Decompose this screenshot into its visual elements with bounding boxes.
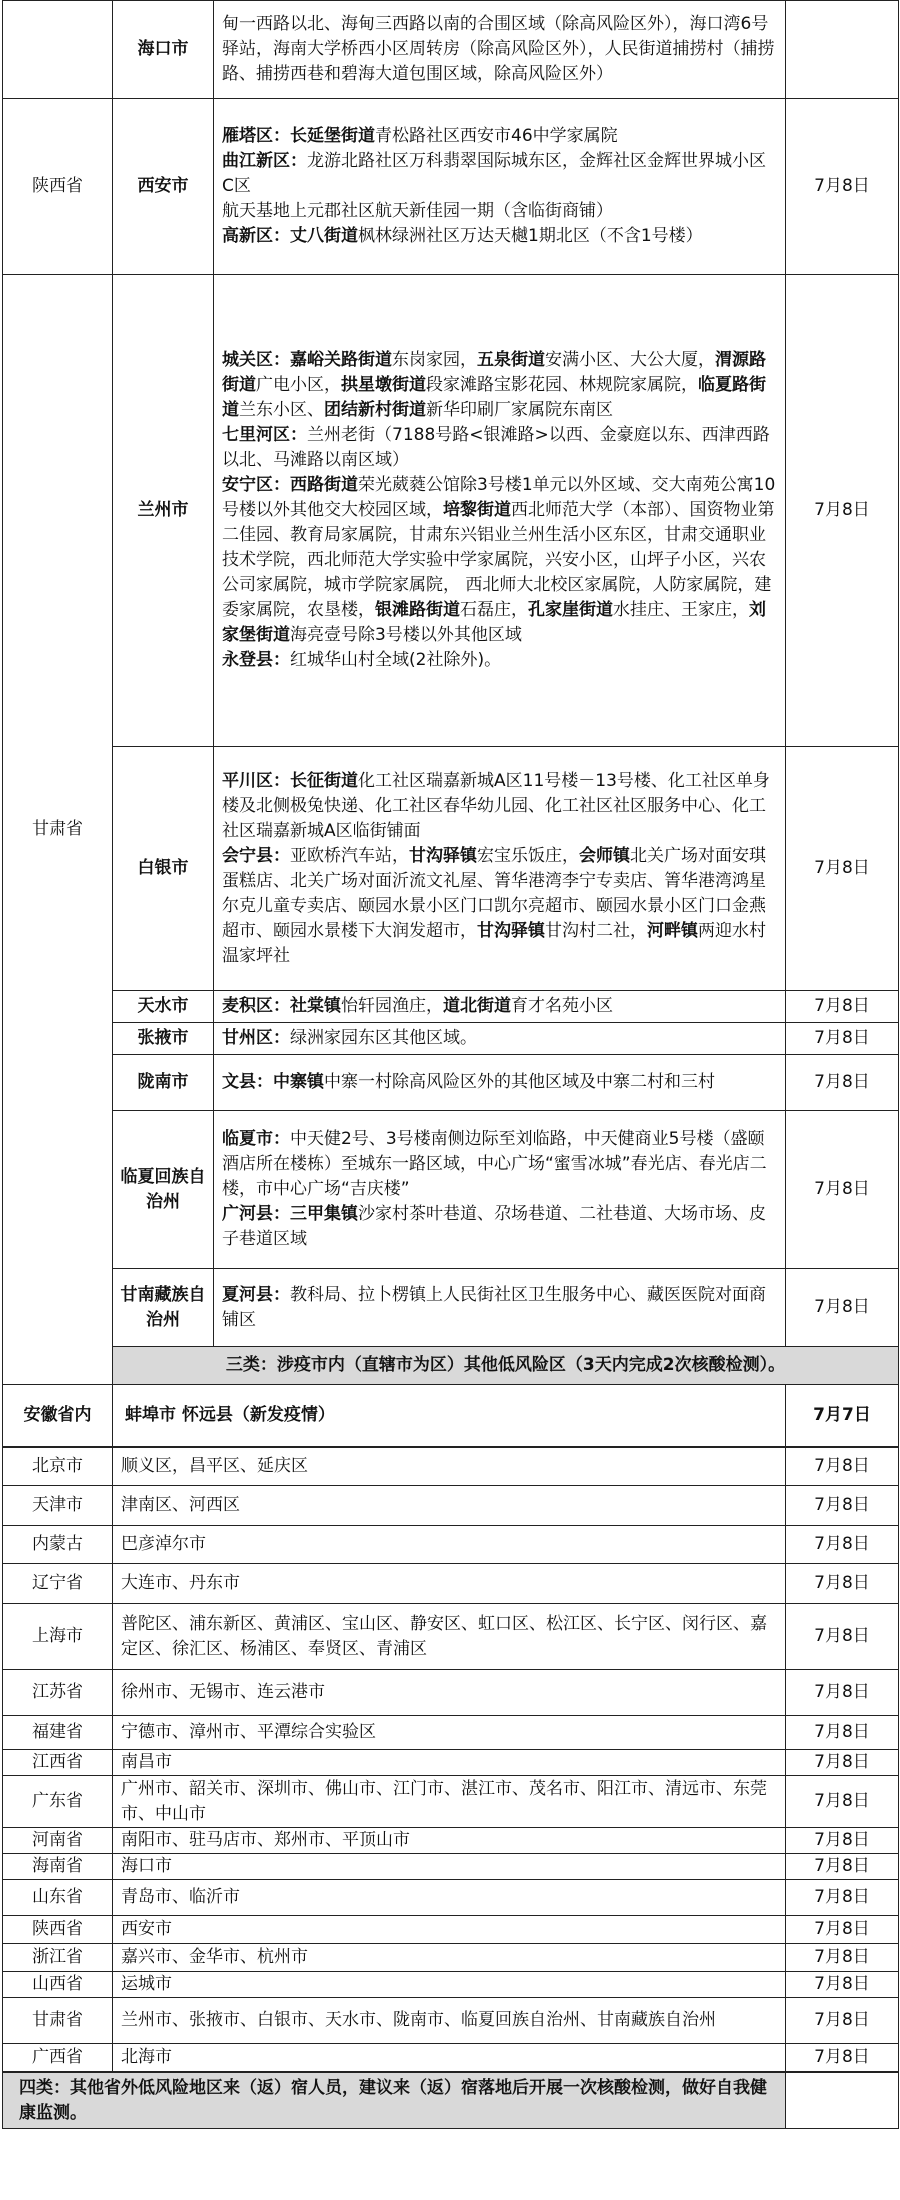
province-cell: 陕西省 <box>3 99 113 275</box>
date-cell: 7月8日 <box>786 1750 899 1776</box>
table-row <box>3 1880 899 1916</box>
area-cell: 平川区：长征街道化工社区瑞嘉新城A区11号楼－13号楼、化工社区单身楼及北侧极兔快递、化工社区春华幼儿园、化工社区社区服务中心、化工社区瑞嘉新城A区临街铺面 会宁县：亚欧桥汽车站，甘沟驿镇宏宝乐饭庄，会师镇北关广场对面安琪蛋糕店、北关广场对面沂流文礼屋、箐华港湾李宁专卖店、箐华港湾鸿星尔克儿童专卖店、颐园水景小区门口凯尔亮超市、颐园水景小区门口金燕超市、颐园水景楼下大润发超市，甘沟驿镇甘沟村二社，河畔镇两迎水村温家坪社 <box>214 747 786 991</box>
date-cell: 7月8日 <box>786 1880 899 1916</box>
date-cell: 7月8日 <box>786 1998 899 2044</box>
date-cell: 7月8日 <box>786 1972 899 1998</box>
area-cell: 兰州市、张掖市、白银市、天水市、陇南市、临夏回族自治州、甘南藏族自治州 <box>113 1998 786 2044</box>
date-cell: 7月8日 <box>786 1486 899 1526</box>
table-row <box>3 1750 899 1776</box>
city-cell: 白银市 <box>113 747 214 991</box>
date-cell: 7月8日 <box>786 1670 899 1716</box>
area-cell: 蚌埠市 怀远县（新发疫情） <box>113 1385 786 1447</box>
date-cell: 7月8日 <box>786 1055 899 1111</box>
city-cell: 西安市 <box>113 99 214 275</box>
area-cell: 甸一西路以北、海甸三西路以南的合围区域（除高风险区外），海口湾6号驿站，海南大学桥西小区周转房（除高风险区外），人民街道捕捞村（捕捞路、捕捞西巷和碧海大道包围区域，除高风险区外） <box>214 1 786 99</box>
date-cell: 7月8日 <box>786 747 899 991</box>
area-cell: 北海市 <box>113 2044 786 2072</box>
table-row <box>3 99 899 275</box>
date-cell: 7月8日 <box>786 1526 899 1564</box>
province-cell: 山西省 <box>3 1972 113 1998</box>
province-cell: 海南省 <box>3 1854 113 1880</box>
table-row <box>3 1055 899 1111</box>
table-row <box>3 1972 899 1998</box>
area-cell: 运城市 <box>113 1972 786 1998</box>
table-row <box>3 1564 899 1604</box>
table-row <box>3 1916 899 1944</box>
province-cell: 陕西省 <box>3 1916 113 1944</box>
area-cell: 文县：中寨镇中寨一村除高风险区外的其他区域及中寨二村和三村 <box>214 1055 786 1111</box>
date-cell: 7月8日 <box>786 1269 899 1347</box>
section-header <box>3 1347 899 1385</box>
province-cell: 广东省 <box>3 1776 113 1828</box>
table-row <box>3 1854 899 1880</box>
province-cell: 甘肃省 <box>3 275 113 1385</box>
table-row <box>3 275 899 747</box>
area-cell: 青岛市、临沂市 <box>113 1880 786 1916</box>
city-cell: 陇南市 <box>113 1055 214 1111</box>
province-cell: 广西省 <box>3 2044 113 2072</box>
table-row <box>3 1269 899 1347</box>
low-risk-table <box>2 1447 899 2072</box>
area-cell: 临夏市：中天健2号、3号楼南侧边际至刘临路，中天健商业5号楼（盛颐酒店所在楼栋）至城东一路区域，中心广场“蜜雪冰城”春光店、春光店二楼，市中心广场“吉庆楼” 广河县：三甲集镇沙家村茶叶巷道、尕场巷道、二社巷道、大场市场、皮子巷道区域 <box>214 1111 786 1269</box>
area-cell: 嘉兴市、金华市、杭州市 <box>113 1944 786 1972</box>
table-row <box>3 1828 899 1854</box>
province-cell: 河南省 <box>3 1828 113 1854</box>
province-cell: 甘肃省 <box>3 1998 113 2044</box>
date-cell: 7月8日 <box>786 1944 899 1972</box>
city-cell: 兰州市 <box>113 275 214 747</box>
province-cell: 北京市 <box>3 1448 113 1486</box>
table-row <box>3 1604 899 1670</box>
date-cell: 7月8日 <box>786 1448 899 1486</box>
area-cell: 麦积区：社棠镇怡轩园渔庄，道北街道育才名苑小区 <box>214 991 786 1023</box>
date-cell: 7月8日 <box>786 1604 899 1670</box>
table-row <box>3 1998 899 2044</box>
area-cell: 宁德市、漳州市、平潭综合实验区 <box>113 1716 786 1750</box>
date-cell: 7月8日 <box>786 1023 899 1055</box>
section-header <box>3 2073 899 2129</box>
date-cell: 7月8日 <box>786 991 899 1023</box>
date-cell: 7月8日 <box>786 1916 899 1944</box>
area-cell: 南昌市 <box>113 1750 786 1776</box>
area-cell: 顺义区，昌平区、延庆区 <box>113 1448 786 1486</box>
province-cell: 内蒙古 <box>3 1526 113 1564</box>
area-cell: 城关区：嘉峪关路街道东岗家园，五泉街道安满小区、大公大厦，渭源路街道广电小区，拱星墩街道段家滩路宝影花园、林规院家属院，临夏路街道兰东小区、团结新村街道新华印刷厂家属院东南区 七里河区：兰州老街（7188号路<银滩路>以西、金豪庭以东、西津西路以北、马滩路以南区域） 安宁区：西路街道荣光葳蕤公馆除3号楼1单元以外区域、交大南苑公寓10号楼以外其他交大校园区域，培黎街道西北师范大学（本部）、国资物业第二佳园、教育局家属院，甘肃东兴铝业兰州生活小区东区，甘肃交通职业技术学院，西北师范大学实验中学家属院，兴安小区，山坪子小区，兴农公司家属院，城市学院家属院， 西北师大北校区家属院，人防家属院，建委家属院，农垦楼，银滩路街道石磊庄，孔家崖街道水挂庄、王家庄，刘家堡街道海亮壹号除3号楼以外其他区域 永登县：红城华山村全域(2社除外)。 <box>214 275 786 747</box>
date-cell: 7月8日 <box>786 1854 899 1880</box>
area-cell: 西安市 <box>113 1916 786 1944</box>
table-row <box>3 1385 899 1447</box>
section-title: 四类：其他省外低风险地区来（返）宿人员，建议来（返）宿落地后开展一次核酸检测，做好自我健康监测。 <box>3 2073 786 2129</box>
table-row <box>3 747 899 991</box>
city-cell: 张掖市 <box>113 1023 214 1055</box>
date-cell: 7月8日 <box>786 99 899 275</box>
date-cell: 7月8日 <box>786 1564 899 1604</box>
area-cell: 南阳市、驻马店市、郑州市、平顶山市 <box>113 1828 786 1854</box>
table-row <box>3 1944 899 1972</box>
province-cell: 安徽省内 <box>3 1385 113 1447</box>
date-cell: 7月8日 <box>786 1111 899 1269</box>
area-cell: 大连市、丹东市 <box>113 1564 786 1604</box>
date-cell: 7月8日 <box>786 1828 899 1854</box>
province-cell: 江苏省 <box>3 1670 113 1716</box>
area-cell: 普陀区、浦东新区、黄浦区、宝山区、静安区、虹口区、松江区、长宁区、闵行区、嘉定区、徐汇区、杨浦区、奉贤区、青浦区 <box>113 1604 786 1670</box>
area-cell: 夏河县：教科局、拉卜楞镇上人民街社区卫生服务中心、藏医医院对面商铺区 <box>214 1269 786 1347</box>
city-cell: 临夏回族自治州 <box>113 1111 214 1269</box>
area-cell: 甘州区：绿洲家园东区其他区域。 <box>214 1023 786 1055</box>
province-cell: 福建省 <box>3 1716 113 1750</box>
province-cell <box>3 1 113 99</box>
date-cell: 7月8日 <box>786 1776 899 1828</box>
province-cell: 江西省 <box>3 1750 113 1776</box>
table-row <box>3 1023 899 1055</box>
date-cell: 7月7日 <box>786 1385 899 1447</box>
table-row <box>3 2044 899 2072</box>
table-row <box>3 1526 899 1564</box>
area-cell: 津南区、河西区 <box>113 1486 786 1526</box>
table-row <box>3 1486 899 1526</box>
table-row <box>3 1670 899 1716</box>
date-cell: 7月8日 <box>786 2044 899 2072</box>
table-row <box>3 1111 899 1269</box>
area-cell: 广州市、韶关市、深圳市、佛山市、江门市、湛江市、茂名市、阳江市、清远市、东莞市、中山市 <box>113 1776 786 1828</box>
area-cell: 海口市 <box>113 1854 786 1880</box>
table-row <box>3 1 899 99</box>
date-cell: 7月8日 <box>786 1716 899 1750</box>
date-cell: 7月8日 <box>786 275 899 747</box>
province-cell: 山东省 <box>3 1880 113 1916</box>
province-cell: 天津市 <box>3 1486 113 1526</box>
section-title: 三类：涉疫市内（直辖市为区）其他低风险区（3天内完成2次核酸检测）。 <box>113 1347 899 1385</box>
area-cell: 徐州市、无锡市、连云港市 <box>113 1670 786 1716</box>
province-cell: 浙江省 <box>3 1944 113 1972</box>
table-row <box>3 1448 899 1486</box>
table-row <box>3 1776 899 1828</box>
city-cell: 海口市 <box>113 1 214 99</box>
area-cell: 巴彦淖尔市 <box>113 1526 786 1564</box>
table-row <box>3 991 899 1023</box>
table-row <box>3 1716 899 1750</box>
section4-table <box>2 2072 899 2129</box>
province-cell: 辽宁省 <box>3 1564 113 1604</box>
area-cell: 雁塔区：长延堡街道青松路社区西安市46中学家属院 曲江新区：龙游北路社区万科翡翠国际城东区，金辉社区金辉世界城小区C区 航天基地上元郡社区航天新佳园一期（含临街商铺） 高新区：丈八街道枫林绿洲社区万达天樾1期北区（不含1号楼） <box>214 99 786 275</box>
city-cell: 甘南藏族自治州 <box>113 1269 214 1347</box>
city-cell: 天水市 <box>113 991 214 1023</box>
date-cell <box>786 1 899 99</box>
province-cell: 上海市 <box>3 1604 113 1670</box>
risk-area-table <box>2 0 899 1447</box>
